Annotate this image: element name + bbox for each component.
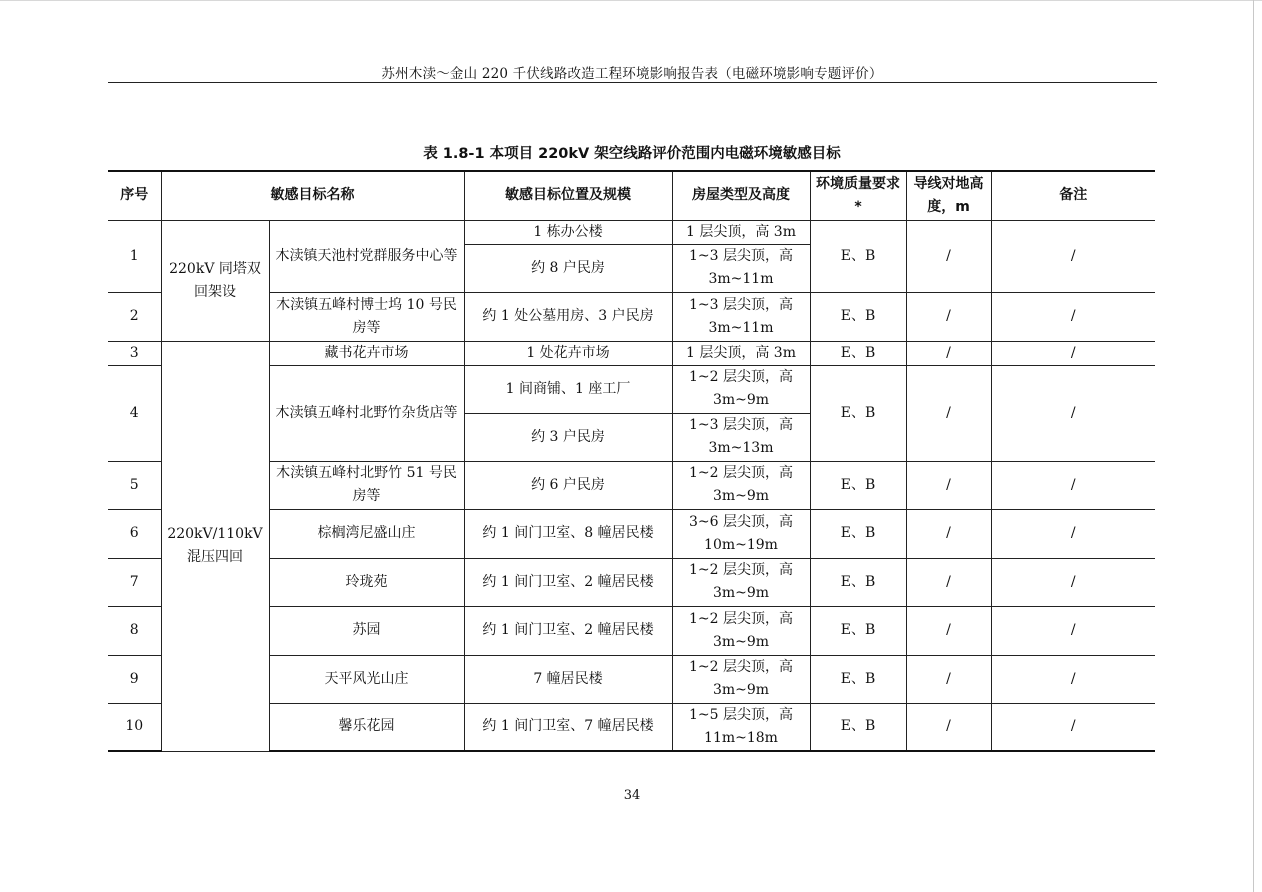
row-remark: / [991,341,1155,365]
table-row [108,220,1155,244]
row-remark: / [991,558,1155,606]
row-name: 棕榈湾尼盛山庄 [269,509,464,558]
row-house: 1~2 层尖顶，高 3m~9m [672,606,810,655]
row-no: 5 [108,461,161,509]
row-location: 1 间商铺、1 座工厂 [464,365,672,413]
row-quality: E、B [810,558,906,606]
row-no: 10 [108,703,161,751]
page-top-edge [0,0,1262,1]
row-name: 天平风光山庄 [269,655,464,703]
row-quality: E、B [810,703,906,751]
row-quality: E、B [810,220,906,292]
row-name: 木渎镇五峰村博士坞 10 号民房等 [269,292,464,341]
row-location: 约 3 户民房 [464,413,672,461]
row-name: 木渎镇五峰村北野竹 51 号民房等 [269,461,464,509]
col-header-height: 导线对地高度，m [906,171,991,220]
row-remark: / [991,220,1155,292]
row-height: / [906,606,991,655]
table-header-row [108,171,1155,220]
row-house: 1~3 层尖顶，高 3m~13m [672,413,810,461]
row-remark: / [991,461,1155,509]
row-location: 约 1 间门卫室、7 幢居民楼 [464,703,672,751]
row-name: 藏书花卉市场 [269,341,464,365]
row-remark: / [991,606,1155,655]
row-quality: E、B [810,292,906,341]
row-house: 3~6 层尖顶，高 10m~19m [672,509,810,558]
row-height: / [906,655,991,703]
col-header-no: 序号 [108,171,161,220]
row-no: 2 [108,292,161,341]
sensitive-targets-table [108,170,1155,752]
row-quality: E、B [810,461,906,509]
row-name: 苏园 [269,606,464,655]
row-height: / [906,509,991,558]
row-name: 木渎镇五峰村北野竹杂货店等 [269,365,464,461]
row-location: 1 处花卉市场 [464,341,672,365]
col-header-name: 敏感目标名称 [161,171,464,220]
row-quality: E、B [810,509,906,558]
row-height: / [906,558,991,606]
row-height: / [906,220,991,292]
row-name: 馨乐花园 [269,703,464,751]
row-no: 6 [108,509,161,558]
col-header-location: 敏感目标位置及规模 [464,171,672,220]
row-height: / [906,365,991,461]
row-house: 1~3 层尖顶，高 3m~11m [672,244,810,292]
col-header-quality: 环境质量要求* [810,171,906,220]
row-no: 3 [108,341,161,365]
row-remark: / [991,703,1155,751]
row-location: 7 幢居民楼 [464,655,672,703]
row-name: 玲珑苑 [269,558,464,606]
row-height: / [906,292,991,341]
row-location: 约 6 户民房 [464,461,672,509]
row-height: / [906,341,991,365]
row-no: 7 [108,558,161,606]
row-location: 约 8 户民房 [464,244,672,292]
row-quality: E、B [810,365,906,461]
row-house: 1 层尖顶，高 3m [672,220,810,244]
group-label-mixed-four-circuit: 220kV/110kV 混压四回 [161,341,269,751]
col-header-remark: 备注 [991,171,1155,220]
col-header-house: 房屋类型及高度 [672,171,810,220]
row-remark: / [991,292,1155,341]
header-rule [108,82,1157,83]
row-house: 1~5 层尖顶，高 11m~18m [672,703,810,751]
row-no: 4 [108,365,161,461]
row-name: 木渎镇天池村党群服务中心等 [269,220,464,292]
row-remark: / [991,655,1155,703]
row-remark: / [991,365,1155,461]
row-house: 1~2 层尖顶，高 3m~9m [672,655,810,703]
page-header: 苏州木渎～金山 220 千伏线路改造工程环境影响报告表（电磁环境影响专题评价） [381,66,883,82]
page-number: 34 [623,788,641,803]
row-house: 1~2 层尖顶，高 3m~9m [672,461,810,509]
row-location: 约 1 间门卫室、2 幢居民楼 [464,606,672,655]
row-location: 约 1 处公墓用房、3 户民房 [464,292,672,341]
row-quality: E、B [810,655,906,703]
row-house: 1 层尖顶，高 3m [672,341,810,365]
row-location: 1 栋办公楼 [464,220,672,244]
row-location: 约 1 间门卫室、8 幢居民楼 [464,509,672,558]
row-height: / [906,703,991,751]
table-row [108,341,1155,365]
table-caption: 表 1.8-1 本项目 220kV 架空线路评价范围内电磁环境敏感目标 [423,146,841,162]
row-quality: E、B [810,606,906,655]
row-remark: / [991,509,1155,558]
row-no: 1 [108,220,161,292]
row-no: 8 [108,606,161,655]
row-house: 1~2 层尖顶，高 3m~9m [672,558,810,606]
row-height: / [906,461,991,509]
group-label-double-circuit: 220kV 同塔双回架设 [161,220,269,341]
row-house: 1~2 层尖顶，高 3m~9m [672,365,810,413]
row-quality: E、B [810,341,906,365]
row-house: 1~3 层尖顶，高 3m~11m [672,292,810,341]
row-location: 约 1 间门卫室、2 幢居民楼 [464,558,672,606]
row-no: 9 [108,655,161,703]
page-right-edge [1253,0,1254,892]
